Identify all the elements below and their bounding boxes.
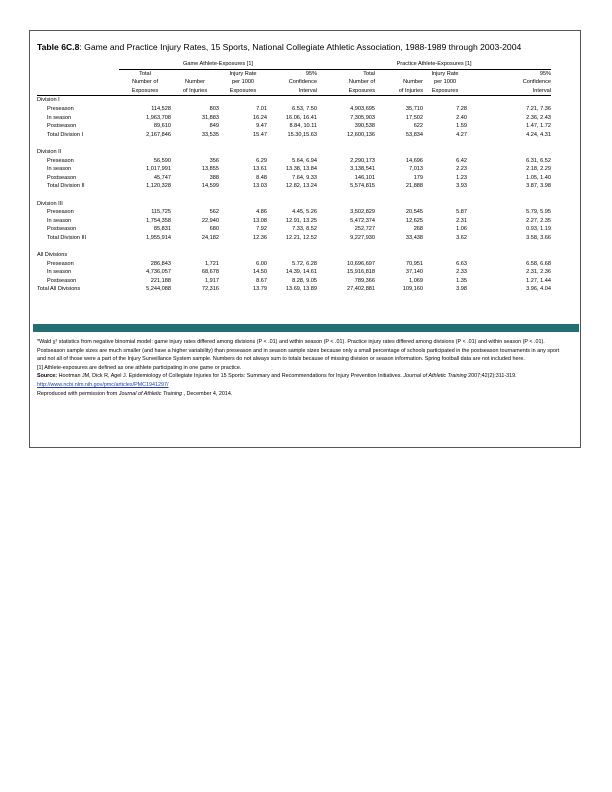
table-cell: 13.61	[253, 166, 267, 173]
section-header-row	[37, 200, 551, 209]
table-cell: 15.30,15.63	[287, 131, 318, 138]
table-cell: 4.27	[456, 131, 468, 138]
table-cell: 1,069	[409, 277, 424, 284]
col-header: Interval	[467, 87, 551, 96]
table-cell: 70,951	[405, 260, 424, 267]
col-header: Injury Rate	[229, 70, 257, 77]
table-cell: 22,940	[201, 217, 219, 224]
table-title	[37, 42, 521, 52]
table-cell: 7.28	[456, 105, 468, 112]
table-cell: 3.58, 3.66	[526, 234, 552, 241]
source-note	[37, 372, 567, 389]
row-label: Preseason	[47, 157, 74, 164]
table-cell: 2.27, 2.35	[526, 217, 552, 224]
table-cell: 1.05, 1.40	[526, 174, 552, 181]
table-cell: 33,535	[201, 131, 219, 138]
col-header: Exposures	[119, 87, 171, 96]
table-row	[37, 277, 551, 286]
table-notes	[37, 338, 567, 398]
table-cell: 1.47, 1.72	[526, 123, 552, 130]
game-group-header: Game Athlete-Exposures [1]	[119, 60, 317, 69]
table-cell: 8.28, 9.05	[292, 277, 318, 284]
row-label: In season	[47, 166, 72, 173]
col-header: Exposures	[317, 87, 375, 96]
table-cell: 12.91, 13.25	[285, 217, 318, 224]
spacer-row	[37, 242, 551, 251]
row-label: In season	[47, 217, 72, 224]
section-title: Division I	[37, 97, 60, 104]
injury-rate-table	[37, 60, 551, 294]
table-cell: 4.24, 4.31	[526, 131, 552, 138]
table-row	[37, 208, 551, 217]
table-cell: 7.64, 9.33	[292, 174, 318, 181]
col-header: of Injuries	[171, 87, 219, 96]
col-header: Number	[403, 79, 424, 86]
col-header: Number of	[131, 79, 159, 86]
table-cell: 12.21, 12.52	[285, 234, 318, 241]
section-title: All Divisions	[37, 252, 68, 259]
section-header-row	[37, 96, 551, 105]
row-label: In season	[47, 269, 72, 276]
table-cell: 13.79	[253, 286, 267, 293]
table-cell: 16.24	[253, 114, 267, 121]
col-header: per 1000	[231, 79, 255, 86]
table-cell: 252,727	[354, 226, 376, 233]
table-cell: 1,955,914	[146, 234, 171, 241]
col-header: per 1000	[433, 79, 457, 86]
table-cell: 1,917	[205, 277, 219, 284]
col-header	[375, 69, 423, 78]
row-label: Postseason	[47, 277, 77, 284]
table-cell: 5.79, 5.95	[526, 209, 552, 216]
table-cell: 114,528	[151, 105, 171, 112]
table-cell: 21,888	[405, 183, 424, 190]
col-header: Exposures	[423, 87, 467, 96]
row-label: Preseason	[47, 260, 74, 267]
group-header-row	[37, 60, 551, 69]
col-header: of Injuries	[375, 87, 423, 96]
table-cell: 356	[209, 157, 219, 164]
table-cell: 5.72, 6.28	[292, 260, 318, 267]
table-cell: 13.69, 13.89	[285, 286, 318, 293]
row-label: Postseason	[47, 226, 77, 233]
table-cell: 3.62	[456, 234, 468, 241]
table-cell: 6.31, 6.52	[526, 157, 552, 164]
table-cell: 6.42	[456, 157, 468, 164]
row-label: Total Division II	[47, 183, 85, 190]
table-cell: 221,188	[150, 277, 171, 284]
table-cell: 789,366	[354, 277, 376, 284]
table-cell: 13.08	[253, 217, 267, 224]
col-header: Total	[139, 70, 151, 77]
table-cell: 2,290,173	[350, 157, 376, 164]
table-cell: 15.47	[253, 131, 267, 138]
column-header-row	[37, 87, 551, 96]
table-cell: 7,305,903	[350, 114, 376, 121]
table-cell: 72,316	[201, 286, 219, 293]
table-cell: 1.59	[456, 123, 468, 130]
table-cell: 1,721	[205, 260, 219, 267]
table-cell: 3.96, 4.04	[526, 286, 552, 293]
table-cell: 3,138,541	[350, 166, 376, 173]
table-cell: 68,678	[201, 269, 219, 276]
source-journal: Journal of Athletic Training	[403, 373, 467, 380]
table-cell: 7.92	[256, 226, 267, 233]
table-cell: 4.86	[256, 209, 267, 216]
reproduced-note	[37, 390, 567, 399]
table-cell: 1,963,708	[146, 114, 171, 121]
table-cell: 27,402,881	[347, 286, 376, 293]
table-cell: 562	[209, 209, 219, 216]
table-cell: 6.00	[256, 260, 267, 267]
table-cell: 2.23	[456, 166, 468, 173]
teal-divider-bar	[33, 324, 579, 332]
table-cell: 31,883	[201, 114, 219, 121]
table-cell: 390,538	[354, 123, 376, 130]
table-cell: 680	[209, 226, 219, 233]
table-row	[37, 122, 551, 131]
table-title-text: : Game and Practice Injury Rates, 15 Sports, National Collegiate Athletic Association, 1988-1989 through 2003-2004	[79, 42, 522, 52]
table-cell: 622	[413, 123, 424, 130]
table-row	[37, 157, 551, 166]
total-row	[37, 285, 551, 294]
table-cell: 17,502	[405, 114, 424, 121]
table-row	[37, 217, 551, 226]
table-row	[37, 131, 551, 140]
table-cell: 6.29	[256, 157, 267, 164]
table-cell: 286,843	[150, 260, 171, 267]
table-cell: 14,599	[201, 183, 219, 190]
table-cell: 2.31	[456, 217, 468, 224]
section-title: Division II	[37, 148, 62, 155]
table-cell: 85,831	[153, 226, 171, 233]
table-cell: 4,903,695	[350, 105, 376, 112]
table-cell: 803	[209, 105, 219, 112]
row-label: Preseason	[47, 209, 74, 216]
table-cell: 1,017,991	[146, 166, 171, 173]
table-cell: 3.93	[456, 183, 468, 190]
table-row	[37, 268, 551, 277]
table-cell: 6.58, 6.68	[526, 260, 552, 267]
table-cell: 7.33, 8.52	[292, 226, 318, 233]
section-title: Division III	[37, 200, 63, 207]
table-cell: 388	[209, 174, 219, 181]
table-cell: 14,696	[405, 157, 424, 164]
table-cell: 14.50	[253, 269, 267, 276]
table-row	[37, 182, 551, 191]
table-cell: 10,696,697	[347, 260, 376, 267]
col-header: Exposures	[219, 87, 267, 96]
table-cell: 1.27, 1.44	[526, 277, 552, 284]
table-cell: 16.06, 16.41	[285, 114, 318, 121]
row-label: Total Division I	[47, 131, 84, 138]
table-cell: 13.38, 13.84	[285, 166, 318, 173]
table-cell: 53,834	[405, 131, 424, 138]
table-cell: 2.40	[456, 114, 468, 121]
table-cell: 0.93, 1.19	[526, 226, 552, 233]
table-row	[37, 260, 551, 269]
table-cell: 6.53, 7.50	[292, 105, 318, 112]
table-cell: 109,160	[402, 286, 424, 293]
table-number: Table 6C.8	[37, 42, 80, 52]
table-cell: 3,502,829	[350, 209, 376, 216]
table-cell: 2,167,846	[146, 131, 171, 138]
table-cell: 1.23	[456, 174, 468, 181]
table-cell: 179	[413, 174, 424, 181]
table-cell: 35,710	[405, 105, 424, 112]
table-cell: 14.39, 14.61	[285, 269, 318, 276]
table-cell: 849	[209, 123, 219, 130]
repro-pre: Reproduced with permission from	[37, 390, 119, 397]
table-cell: 2.18, 2.29	[526, 166, 552, 173]
table-cell: 1.35	[456, 277, 468, 284]
practice-group-header: Practice Athlete-Exposures [1]	[317, 60, 551, 69]
table-cell: 89,610	[153, 123, 171, 130]
col-header: Total	[363, 70, 376, 77]
table-cell: 2.31, 2.36	[526, 269, 552, 276]
table-cell: 12.36	[253, 234, 267, 241]
table-cell: 5,472,374	[350, 217, 376, 224]
row-label: Total All Divisions	[37, 286, 81, 293]
source-label: Source:	[37, 373, 58, 380]
table-cell: 7,013	[409, 166, 424, 173]
row-label: In season	[47, 114, 72, 121]
table-cell: 1,754,358	[146, 217, 171, 224]
table-row	[37, 114, 551, 123]
table-cell: 13.03	[253, 183, 267, 190]
col-header: 95%	[539, 70, 552, 77]
table-cell: 7.01	[256, 105, 267, 112]
table-cell: 3.98	[456, 286, 468, 293]
exposure-footnote: [1] Athlete-exposures are defined as one athlete participating in one game or practice.	[37, 364, 242, 371]
wald-note: *Wald χ² statistics from negative binomial model: game injury rates differed among divisions (P < .01) and within season (P < .01). Practice injury rates differed among divisions (P < .01) and within season (P < .01). Postseason sample sizes are much smaller (and have a higher variability) than preseason and in season sample sizes because only a small percentage of schools participated in the postseason tournaments in any sport and not all of those were a part of the Injury Surveillance System sample. Numbers do not always sum to totals because of missing division or season information. Spring football data are not included here.	[37, 339, 560, 363]
spacer-row	[37, 191, 551, 200]
col-header	[171, 69, 219, 78]
table-cell: 2.33	[456, 269, 468, 276]
row-label: Postseason	[47, 174, 77, 181]
repro-post: , December 4, 2014.	[182, 390, 233, 397]
table-cell: 5,244,088	[146, 286, 171, 293]
table-row	[37, 234, 551, 243]
table-cell: 268	[413, 226, 424, 233]
table-cell: 37,140	[405, 269, 424, 276]
col-header: Injury Rate	[431, 70, 459, 77]
table-row	[37, 225, 551, 234]
table-cell: 15,916,818	[347, 269, 376, 276]
table-cell: 115,725	[151, 209, 171, 216]
row-label: Preseason	[47, 105, 74, 112]
table-cell: 1.06	[456, 226, 468, 233]
source-tail: 2007;42(2):311-319.	[466, 373, 517, 380]
section-header-row	[37, 251, 551, 260]
table-cell: 6.63	[456, 260, 468, 267]
table-cell: 12,625	[405, 217, 424, 224]
row-label: Total Division III	[47, 234, 87, 241]
table-cell: 33,438	[405, 234, 424, 241]
table-cell: 9.47	[256, 123, 267, 130]
table-cell: 8.84, 10.11	[289, 123, 318, 130]
col-header: Confidence	[288, 79, 318, 86]
table-cell: 1,120,328	[146, 183, 171, 190]
table-cell: 4.45, 5.26	[292, 209, 318, 216]
table-cell: 5.87	[456, 209, 468, 216]
table-cell: 13,855	[201, 166, 219, 173]
table-cell: 3.87, 3.98	[526, 183, 552, 190]
table-cell: 9,227,930	[350, 234, 376, 241]
table-cell: 7.21, 7.36	[526, 105, 552, 112]
row-label: Postseason	[47, 123, 77, 130]
spacer-row	[37, 139, 551, 148]
column-header-row	[37, 78, 551, 87]
source-link[interactable]: http://www.ncbi.nlm.nih.gov/pmc/articles/PMC1941297/	[37, 381, 169, 388]
table-cell: 5.64, 6.94	[292, 157, 318, 164]
source-text: Hootman JM, Dick R, Agel J. Epidemiology of Collegiate Injuries for 15 Sports: Summary and Recommendations for Injury Prevention Initiatives.	[57, 373, 404, 380]
table-cell: 146,101	[354, 174, 376, 181]
table-cell: 2.36, 2.43	[526, 114, 552, 121]
column-header-row	[37, 69, 551, 78]
table-cell: 45,747	[153, 174, 171, 181]
section-header-row	[37, 148, 551, 157]
table-row	[37, 174, 551, 183]
table-cell: 8.48	[256, 174, 267, 181]
col-header: Number	[185, 79, 205, 86]
table-row	[37, 105, 551, 114]
table-cell: 8.67	[256, 277, 267, 284]
repro-journal: Journal of Athletic Training	[118, 390, 183, 397]
table-cell: 12.82, 13.24	[285, 183, 318, 190]
col-header: Confidence	[522, 79, 552, 86]
col-header: Number of	[348, 79, 376, 86]
col-header: Interval	[267, 87, 317, 96]
table-cell: 4,736,057	[146, 269, 171, 276]
table-cell: 12,600,136	[347, 131, 376, 138]
col-header: 95%	[305, 70, 318, 77]
table-row	[37, 165, 551, 174]
table-cell: 5,574,815	[350, 183, 376, 190]
table-cell: 20,545	[405, 209, 424, 216]
table-cell: 24,182	[201, 234, 219, 241]
table-cell: 56,590	[153, 157, 171, 164]
